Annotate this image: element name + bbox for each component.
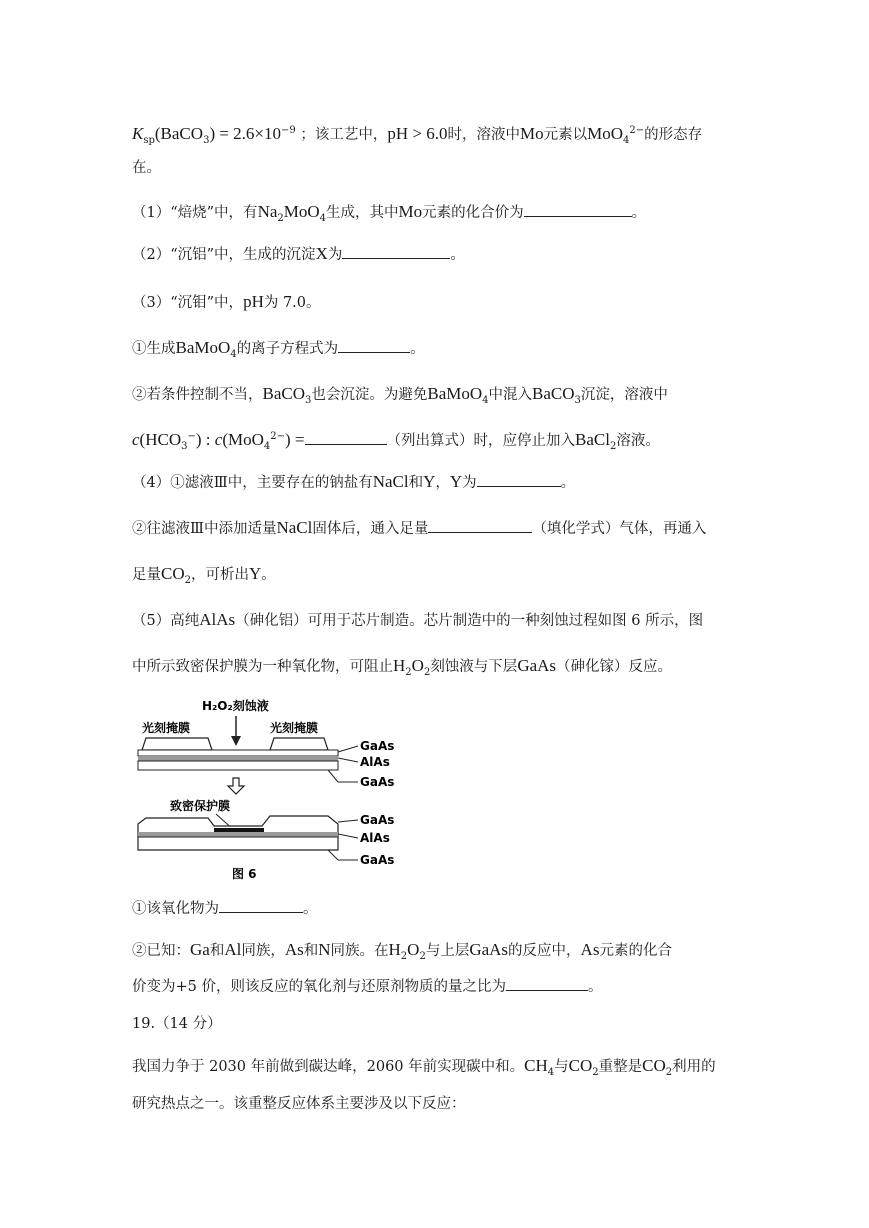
mask-left — [142, 738, 212, 750]
gaas-bottom-label-2: GaAs — [360, 853, 395, 867]
answer-blank[interactable] — [506, 976, 588, 991]
question-5-1: （5）高纯AlAs（砷化铝）可用于芯片制造。芯片制造中的一种刻蚀过程如图 6 所示，图 — [132, 610, 704, 629]
question-3-1: ①生成BaMoO$_4$的离子方程式为 。 — [132, 338, 425, 360]
etching-process-figure — [132, 694, 444, 884]
answer-blank[interactable] — [305, 430, 387, 445]
alas-label: AlAs — [360, 755, 390, 769]
question-4-3: 足量$CO_2$，可析出Y。 — [132, 564, 276, 586]
question-4-2: ②往滤液Ⅲ中添加适量NaCl固体后，通入足量 （填化学式）气体，再通入 — [132, 518, 707, 537]
answer-blank[interactable] — [477, 472, 561, 487]
gaas-bottom-layer — [138, 761, 338, 770]
question-3-3: $c(HCO_3^-)$ : c(MoO$_4^{2-}$) = （列出算式）时，应停止加入BaCl$_2$溶液。 — [132, 430, 660, 452]
question-4-1: （4）①滤液Ⅲ中，主要存在的钠盐有NaCl和Y，Y为 。 — [132, 472, 576, 491]
mask-right-label: 光刻掩膜 — [270, 721, 319, 735]
figure-caption: 图 6 — [232, 867, 257, 881]
answer-blank[interactable] — [428, 518, 532, 533]
answer-blank[interactable] — [342, 244, 450, 259]
arrow-head — [231, 736, 241, 746]
gaas-top-layer — [138, 750, 338, 756]
question-2: （2）“沉铝”中，生成的沉淀X为 。 — [132, 244, 465, 263]
answer-blank[interactable] — [524, 202, 632, 217]
question-5-4: ②已知：Ga和Al同族，As和N同族。在$H_2O_2$与上层GaAs的反应中，As元素的化合 — [132, 940, 672, 962]
gaas-bottom-label: GaAs — [360, 775, 395, 789]
question-1: （1）“焙烧”中，有$Na_2MoO_4$生成，其中Mo元素的化合价为 。 — [132, 202, 647, 224]
process-arrow-icon — [228, 778, 244, 794]
alas-layer — [138, 756, 338, 761]
alas-layer-2 — [138, 832, 338, 837]
answer-blank[interactable] — [219, 898, 303, 913]
protective-film — [214, 828, 264, 832]
question-19-heading: 19.（14 分） — [132, 1016, 222, 1032]
ksp-symbol: K — [132, 124, 144, 143]
protect-label: 致密保护膜 — [170, 799, 231, 813]
paragraph-line-2: 研究热点之一。该重整反应体系主要涉及以下反应： — [132, 1096, 466, 1112]
mask-right — [270, 738, 328, 750]
paragraph-line-1: 我国力争于 2030 年前做到碳达峰，2060 年前实现碳中和。$CH_4$与$CO_2$重整是$CO_2$利用的 — [132, 1056, 716, 1078]
text-line: 在。 — [132, 160, 161, 176]
gaas-top-label: GaAs — [360, 739, 395, 753]
question-5-5: 价变为+5 价，则该反应的氧化剂与还原剂物质的量之比为 。 — [132, 976, 737, 997]
question-5-2: 中所示致密保护膜为一种氧化物，可阻止$H_2O_2$刻蚀液与下层GaAs（砷化镓）反应。 — [132, 656, 673, 678]
question-3: （3）“沉钼”中，pH为 7.0。 — [132, 292, 321, 311]
alas-label-2: AlAs — [360, 831, 390, 845]
etchant-label: H₂O₂刻蚀液 — [202, 699, 269, 713]
mask-left-label: 光刻掩膜 — [142, 721, 191, 735]
question-3-2: ②若条件控制不当，BaCO$_3$也会沉淀。为避免BaMoO$_4$中混入BaCO$_3$沉淀，溶液中 — [132, 384, 668, 406]
ksp-line: $K_{sp}(BaCO_3) = 2.6\times 10^{-9}$ ；该工艺中，pH > 6.0时，溶液中Mo元素以MoO$_4^{2-}$的形态存 — [132, 124, 703, 146]
answer-blank[interactable] — [338, 338, 410, 353]
gaas-top-label-2: GaAs — [360, 813, 395, 827]
question-5-3: ①该氧化物为 。 — [132, 898, 737, 919]
